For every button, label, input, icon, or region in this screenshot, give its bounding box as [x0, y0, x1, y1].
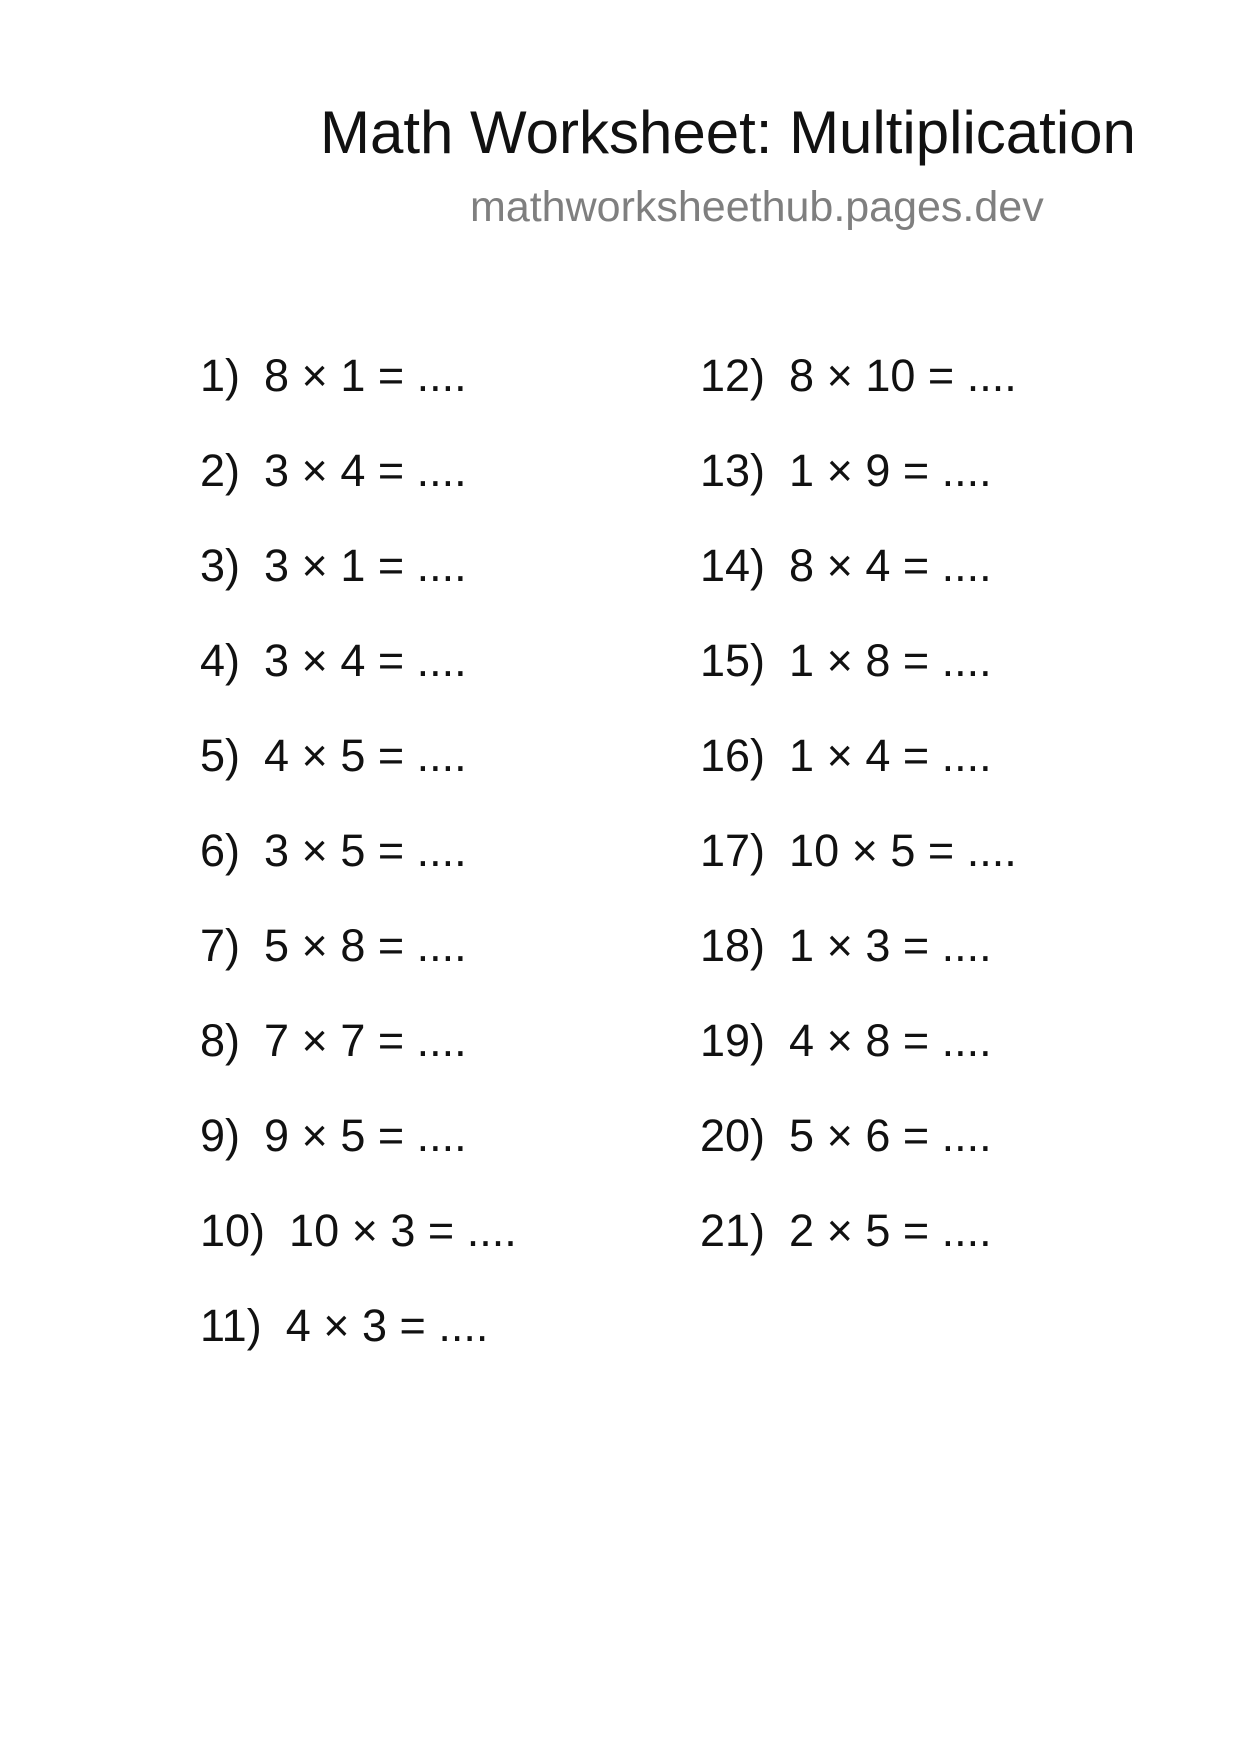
problem-number: 16) — [700, 730, 766, 781]
problem-number: 6) — [200, 825, 241, 876]
problem-item — [700, 445, 1017, 540]
problem-expression: 4 × 8 = .... — [789, 1015, 992, 1066]
problem-number: 9) — [200, 1110, 241, 1161]
problem-number: 13) — [700, 445, 766, 496]
problem-expression: 7 × 7 = .... — [264, 1015, 467, 1066]
problem-item — [700, 350, 1017, 445]
problem-expression: 8 × 1 = .... — [264, 350, 467, 401]
problem-number: 21) — [700, 1205, 766, 1256]
problem-number: 7) — [200, 920, 241, 971]
problem-number: 20) — [700, 1110, 766, 1161]
problem-item — [700, 635, 1017, 730]
problem-item — [200, 1110, 517, 1205]
problem-number: 4) — [200, 635, 241, 686]
problem-item — [200, 540, 517, 635]
problem-expression: 8 × 10 = .... — [789, 350, 1017, 401]
problem-number: 10) — [200, 1205, 266, 1256]
problem-expression: 5 × 6 = .... — [789, 1110, 992, 1161]
problem-number: 15) — [700, 635, 766, 686]
worksheet-title: Math Worksheet: Multiplication — [320, 99, 1136, 166]
problem-column-right — [700, 350, 1017, 1300]
problem-expression: 1 × 3 = .... — [789, 920, 992, 971]
problem-column-left — [200, 350, 517, 1395]
problem-number: 8) — [200, 1015, 241, 1066]
problem-item — [200, 920, 517, 1015]
problem-expression: 3 × 5 = .... — [264, 825, 467, 876]
problem-item — [200, 445, 517, 540]
problem-number: 14) — [700, 540, 766, 591]
problem-number: 5) — [200, 730, 241, 781]
problem-expression: 4 × 5 = .... — [264, 730, 467, 781]
problem-expression: 10 × 3 = .... — [289, 1205, 517, 1256]
problem-expression: 3 × 4 = .... — [264, 445, 467, 496]
problem-item — [700, 540, 1017, 635]
problem-item — [200, 350, 517, 445]
problem-item — [200, 1300, 517, 1395]
problem-item — [200, 1015, 517, 1110]
problem-item — [700, 1015, 1017, 1110]
problem-item — [200, 825, 517, 920]
problem-number: 18) — [700, 920, 766, 971]
problem-expression: 8 × 4 = .... — [789, 540, 992, 591]
problem-number: 12) — [700, 350, 766, 401]
problem-number: 11) — [200, 1300, 262, 1351]
problem-number: 1) — [200, 350, 241, 401]
problem-expression: 3 × 4 = .... — [264, 635, 467, 686]
problem-expression: 9 × 5 = .... — [264, 1110, 467, 1161]
problem-number: 2) — [200, 445, 241, 496]
problem-item — [700, 1110, 1017, 1205]
problem-expression: 1 × 4 = .... — [789, 730, 992, 781]
problem-expression: 10 × 5 = .... — [789, 825, 1017, 876]
problem-expression: 1 × 9 = .... — [789, 445, 992, 496]
problem-expression: 2 × 5 = .... — [789, 1205, 992, 1256]
problem-item — [200, 730, 517, 825]
problem-item — [200, 635, 517, 730]
problem-number: 17) — [700, 825, 766, 876]
problem-expression: 3 × 1 = .... — [264, 540, 467, 591]
problem-item — [700, 825, 1017, 920]
problem-item — [700, 920, 1017, 1015]
problem-expression: 1 × 8 = .... — [789, 635, 992, 686]
problem-item — [700, 1205, 1017, 1300]
problem-number: 3) — [200, 540, 241, 591]
problem-expression: 4 × 3 = .... — [285, 1300, 489, 1351]
problem-expression: 5 × 8 = .... — [264, 920, 467, 971]
website-label: mathworksheethub.pages.dev — [470, 183, 1044, 231]
problem-number: 19) — [700, 1015, 766, 1066]
problem-item — [700, 730, 1017, 825]
problem-item — [200, 1205, 517, 1300]
